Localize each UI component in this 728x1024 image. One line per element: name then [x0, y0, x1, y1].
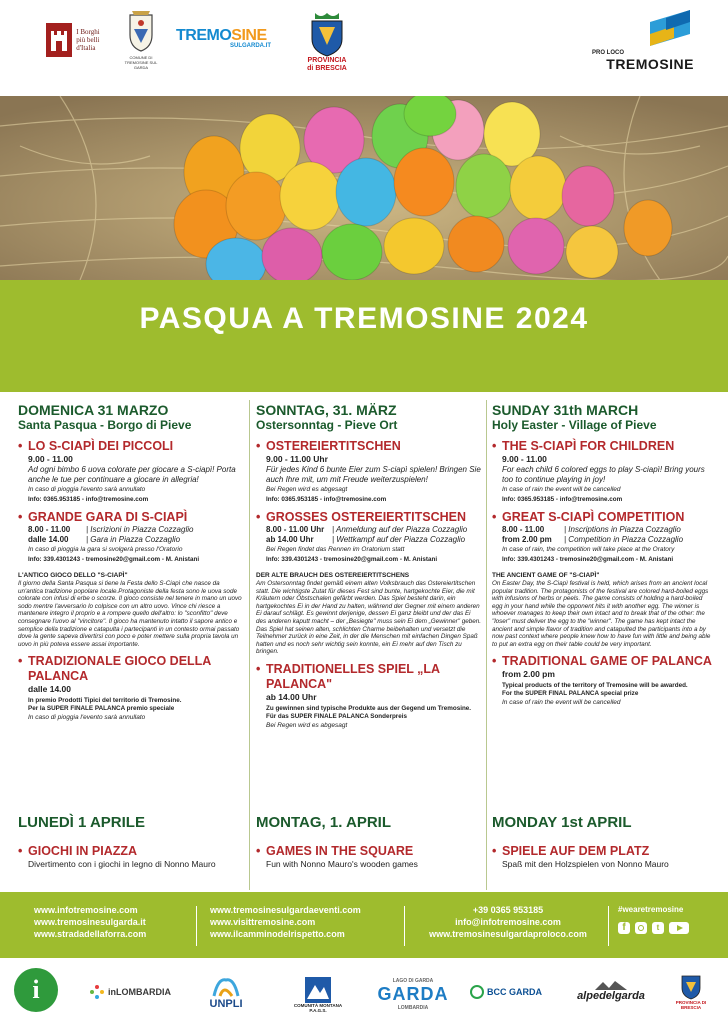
rain-note: In caso di pioggia la gara si svolgerà presso l'Oratorio — [28, 546, 183, 553]
schedule-time: dalle 14.00 — [28, 535, 69, 544]
event-time: dalle 14.00 — [28, 684, 72, 695]
event-info: Info: 0365.953185 - info@tremosine.com — [28, 496, 149, 503]
bcc-icon — [470, 985, 484, 999]
schedule-row — [18, 535, 244, 545]
proloco-logo — [588, 4, 694, 76]
borghi-line-3: d'Italia — [76, 44, 96, 52]
provincia-logo — [296, 6, 358, 78]
footer-link[interactable]: www.tremosinesulgardaeventi.com — [210, 905, 361, 915]
bcc-garda-logo — [468, 978, 544, 1006]
event-prize: Zu gewinnen sind typische Produkte aus der Gegend um Tremosine. — [266, 704, 472, 712]
coat-of-arms-icon — [124, 9, 158, 53]
event-description: Spaß mit den Holzspielen von Nonno Mauro — [502, 859, 669, 869]
footer-links-1 — [34, 904, 146, 940]
footer-divider — [196, 906, 197, 946]
rain-note: In case of rain the event will be cancelled — [502, 699, 621, 707]
event-title: • OSTEREIERTITSCHEN — [256, 439, 482, 454]
about-heading: L'ANTICO GIOCO DELLO "S-CIAPÌ" — [18, 572, 128, 579]
youtube-icon[interactable] — [669, 922, 689, 934]
inlombardia-logo — [82, 982, 178, 1002]
footer-social — [618, 904, 689, 934]
footer-link[interactable]: www.tremosinesulgardaproloco.com — [429, 929, 587, 939]
sparkle-icon — [89, 984, 105, 1000]
day-heading: SUNDAY 31th MARCH — [492, 402, 639, 418]
comune-line-2: TREMOSINE SUL GARDA — [124, 59, 158, 70]
rain-note: In case of rain the event will be cancelled — [502, 486, 621, 493]
rain-note: In case of rain, the competition will take place at the Oratory — [502, 546, 675, 553]
schedule-time: from 2.00 pm — [502, 535, 552, 544]
schedule-activity: | Inscriptions in Piazza Cozzaglio — [564, 525, 681, 534]
schedule-row — [492, 535, 714, 545]
title-band — [0, 280, 728, 392]
rain-note: In caso di pioggia l'evento sarà annullato — [28, 486, 146, 493]
info-icon: i — [14, 968, 58, 1012]
column-german — [256, 392, 482, 892]
partner-name: inLOMBARDIA — [108, 987, 171, 997]
place-subheading: Ostersonntag - Pieve Ort — [256, 418, 398, 432]
event-time: from 2.00 pm — [502, 669, 555, 680]
event-info: Info: 339.4301243 - tremosine20@gmail.com - M. Anistani — [28, 556, 200, 563]
footer-link[interactable]: www.stradadellaforra.com — [34, 929, 147, 939]
partner-name: PROVINCIA DI BRESCIA — [675, 1000, 707, 1010]
schedule-activity: | Wettkampf auf der Piazza Cozzaglio — [332, 535, 466, 544]
facebook-icon[interactable]: f — [618, 922, 630, 934]
event-description: Ad ogni bimbo 6 uova colorate per giocare a S-ciapì! Porta anche le tue per continuare a giocare in allegria! — [28, 465, 236, 484]
event-info: Info: 339.4301243 - tremosine20@gmail.com - M. Anistani — [266, 556, 438, 563]
about-text: On Easter Day, the S-Ciapì festival is held, which arises from an ancient local popular tradition. The protagonists of the festival are colored hard-boiled eggs with infusions of herbs or peels. The game consists of holding a hard-boiled egg in your hand while the opponent hits it with another egg. The winner is whoever manages to keep their own intact and to break that of the other: the "loser" must deliver the egg to the "winner". The game has kept intact the ancient and simple flavor of tradition and catapulted the participants into a by now past context where people knew how to have fun with little and being able to put an extra egg on their table could be very important. — [492, 580, 711, 648]
footer-link[interactable]: www.visittremosine.com — [210, 917, 316, 927]
schedule-time: 8.00 - 11.00 Uhr — [266, 525, 325, 534]
rain-note: Bei Regen wird es abgesagt — [266, 721, 348, 729]
schedule-row — [492, 525, 714, 535]
borghi-line-2: più belli — [76, 36, 100, 44]
about-heading: THE ANCIENT GAME OF "S-CIAPÌ" — [492, 572, 600, 579]
footer-link[interactable]: www.tremosinesulgarda.it — [34, 917, 146, 927]
column-english — [492, 392, 714, 892]
tremosine-logo-a: TREMO — [176, 27, 232, 44]
schedule-row — [18, 525, 244, 535]
event-time: ab 14.00 Uhr — [266, 691, 317, 702]
footer-link[interactable]: www.ilcamminodelrispetto.com — [210, 929, 345, 939]
event-title: • GREAT S-CIAPÌ COMPETITION — [492, 510, 714, 525]
column-divider — [249, 400, 250, 890]
event-prize: For the SUPER FINAL PALANCA special prize — [502, 690, 639, 698]
event-title: • SPIELE AUF DEM PLATZ — [492, 844, 714, 859]
proloco-name: TREMOSINE — [606, 56, 694, 72]
event-title: • TRADIZIONALE GIOCO DELLA PALANCA — [18, 654, 244, 684]
partner-name: BCC GARDA — [487, 987, 542, 997]
partner-name: COMUNITÀ MONTANA P.A.G.S. — [293, 1003, 343, 1013]
schedule-activity: | Iscrizioni in Piazza Cozzaglio — [86, 525, 194, 534]
partner-name: alpedelgarda — [577, 990, 645, 1002]
footer-link[interactable]: www.infotremosine.com — [34, 905, 138, 915]
partner-name: UNPLI — [209, 998, 243, 1010]
column-italian — [18, 392, 244, 892]
event-title: • LO S-CIAPÌ DEI PICCOLI — [18, 439, 244, 454]
page-title: PASQUA A TREMOSINE 2024 — [139, 302, 589, 335]
event-description: Für jedes Kind 6 bunte Eier zum S-ciapì spielen! Bringen Sie auch Ihre mit, um mit Freude weiterzuspielen! — [266, 465, 481, 484]
provincia-line-2: di BRESCIA — [307, 65, 347, 72]
about-text: Il giorno della Santa Pasqua si tiene la Festa dello S-Ciapì che nasce da un'antica tradizione popolare locale.Protagoniste della festa sono le uova sode colorate con infusi di erbe o scorze. Il gioco consiste nel tenere in mano un uovo sodo mentre l'avversario lo colpisce con un altro uovo. Vince chi riesce a mantenere integro il proprio e a rompere quello dell'altro: lo "sconfitto" deve consegnare l'uovo al "vincitore". Il gioco ha mantenuto intatto il sapore antico e semplice della tradizione e catapulta i partecipanti in un contesto ormai passato dove la gente sapeva divertirsi con poco e poter mettere sulla propria tavola un uovo in più poteva essere assai importante. — [18, 580, 242, 648]
borghi-logo — [36, 22, 110, 58]
instagram-icon[interactable] — [635, 922, 647, 934]
rain-note: In caso di pioggia l'evento sarà annullato — [28, 714, 146, 722]
event-info: Info: 0365.953185 - info@tremosine.com — [266, 496, 387, 503]
event-title: • THE S-CIAPÌ FOR CHILDREN — [492, 439, 714, 454]
alpe-mountain-icon — [595, 980, 627, 990]
schedule-time: 8.00 - 11.00 — [28, 525, 71, 534]
event-time: 9.00 - 11.00 — [502, 454, 547, 464]
unpli-logo — [196, 968, 256, 1018]
proloco-flag-icon — [646, 8, 694, 48]
event-title: • GAMES IN THE SQUARE — [256, 844, 482, 859]
header — [0, 0, 728, 96]
day-heading: MONDAY 1st APRIL — [492, 814, 632, 831]
event-title: • GROSSES OSTEREIERTITSCHEN — [256, 510, 482, 525]
partner-logos — [0, 958, 728, 1024]
rain-note: Bei Regen findet das Rennen im Oratorium statt — [266, 546, 405, 553]
day-heading: SONNTAG, 31. MÄRZ — [256, 402, 397, 418]
schedule-activity: | Gara in Piazza Cozzaglio — [86, 535, 181, 544]
mountain-icon — [305, 977, 331, 1003]
event-prize: In premio Prodotti Tipici del territorio di Tremosine. — [28, 697, 182, 705]
footer-email[interactable]: info@infotremosine.com — [455, 917, 561, 927]
event-title: • GIOCHI IN PIAZZA — [18, 844, 244, 859]
event-prize: Typical products of the territory of Tremosine will be awarded. — [502, 682, 688, 690]
event-info: Info: 339.4301243 - tremosine20@gmail.com - M. Anistani — [502, 556, 674, 563]
comunita-montana-logo — [290, 968, 346, 1022]
borghi-line-1: I Borghi — [76, 28, 100, 36]
provincia-small-shield-icon — [680, 974, 702, 1000]
schedule-time: ab 14.00 Uhr — [266, 535, 314, 544]
alpe-del-garda-logo — [576, 976, 646, 1006]
footer-contacts — [418, 904, 598, 940]
event-title: • TRADITIONELLES SPIEL „LA PALANCA" — [256, 662, 482, 692]
footer-divider — [404, 906, 405, 946]
schedule-activity: | Competition in Piazza Cozzaglio — [564, 535, 684, 544]
about-text: Am Ostersonntag findet gemäß einem alten Volksbrauch das Ostereiertitschen statt. Die wichtigste Zutat für dieses Fest sind bunte, hartgekochte Eier, die mit Kräutern oder Obstschalen gefärbt werden. Das Spiel besteht darin, ein hartgekochtes Ei in der Hand zu halten, während der Gegner mit einem anderen Ei darauf schlägt. Es gewinnt derjenige, dessen Ei ganz bleibt und der das Ei des anderen kaputt macht – der „Besiegte" muss sein Ei dem „Gewinner" geben. Das Spiel hat seinen alten, schlichten Charme beibehalten und versetzt die Teilnehmer zurück in eine Zeit, in der die Menschen mit einfachen Dingen Spaß hatten und es noch sehr wichtig sein konnte, ein Ei mehr auf den Tisch zu bringen. — [256, 580, 481, 656]
event-title: • TRADITIONAL GAME OF PALANCA — [492, 654, 714, 669]
tremosine-logo — [176, 22, 284, 54]
event-prize: Für das SUPER FINALE PALANCA Sonderpreis — [266, 712, 407, 720]
schedule-activity: | Anmeldung auf der Piazza Cozzaglio — [332, 525, 468, 534]
comune-logo — [118, 8, 164, 70]
provincia-shield-icon — [307, 11, 347, 57]
footer — [0, 892, 728, 958]
proloco-pre: PRO LOCO — [592, 50, 625, 56]
place-subheading: Holy Easter - Village of Pieve — [492, 418, 657, 432]
partner-name: LAGO DI GARDA — [392, 977, 434, 984]
tremosine-logo-sub: SULGARDA.IT — [230, 43, 271, 49]
lago-garda-logo: LAGO DI GARDA GARDA LOMBARDIA — [377, 977, 449, 1011]
provincia-line-1: PROVINCIA — [307, 57, 347, 64]
schedule-time: 8.00 - 11.00 — [502, 525, 545, 534]
day-heading: DOMENICA 31 MARZO — [18, 402, 169, 418]
castle-icon — [46, 23, 72, 57]
footer-links-2 — [210, 904, 361, 940]
column-divider — [486, 400, 487, 890]
event-time: 9.00 - 11.00 Uhr — [266, 454, 328, 464]
event-description: Divertimento con i giochi in legno di Nonno Mauro — [28, 859, 216, 869]
hashtag: #wearetremosine — [618, 905, 684, 914]
unpli-flag-icon — [212, 976, 240, 998]
comune-line-1: COMUNE DI — [129, 54, 153, 60]
event-description: For each child 6 colored eggs to play S-ciapì! Bring yours too to continue playing in joy! — [502, 465, 705, 484]
event-description: Fun with Nonno Mauro's wooden games — [266, 859, 418, 869]
easter-eggs-photo — [0, 96, 728, 280]
day-heading: LUNEDÌ 1 APRILE — [18, 814, 145, 831]
place-subheading: Santa Pasqua - Borgo di Pieve — [18, 418, 192, 432]
event-info: Info: 0365.953185 - info@tremosine.com — [502, 496, 623, 503]
provincia-brescia-logo — [666, 964, 716, 1020]
footer-phone[interactable]: +39 0365 953185 — [472, 905, 544, 915]
day-heading: MONTAG, 1. APRIL — [256, 814, 391, 831]
footer-divider — [608, 906, 609, 946]
event-title: • GRANDE GARA DI S-CIAPÌ — [18, 510, 244, 525]
event-prize: Per la SUPER FINALE PALANCA premio speciale — [28, 705, 175, 713]
event-time: 9.00 - 11.00 — [28, 454, 73, 464]
twitter-icon[interactable]: t — [652, 922, 664, 934]
partner-name: LOMBARDIA — [397, 1004, 429, 1011]
tremosine-logo-b: SINE — [231, 27, 267, 44]
about-heading: DER ALTE BRAUCH DES OSTEREIERTITSCHENS — [256, 572, 410, 579]
schedule-row — [256, 525, 482, 535]
rain-note: Bei Regen wird es abgesagt — [266, 486, 348, 493]
schedule-row — [256, 535, 482, 545]
